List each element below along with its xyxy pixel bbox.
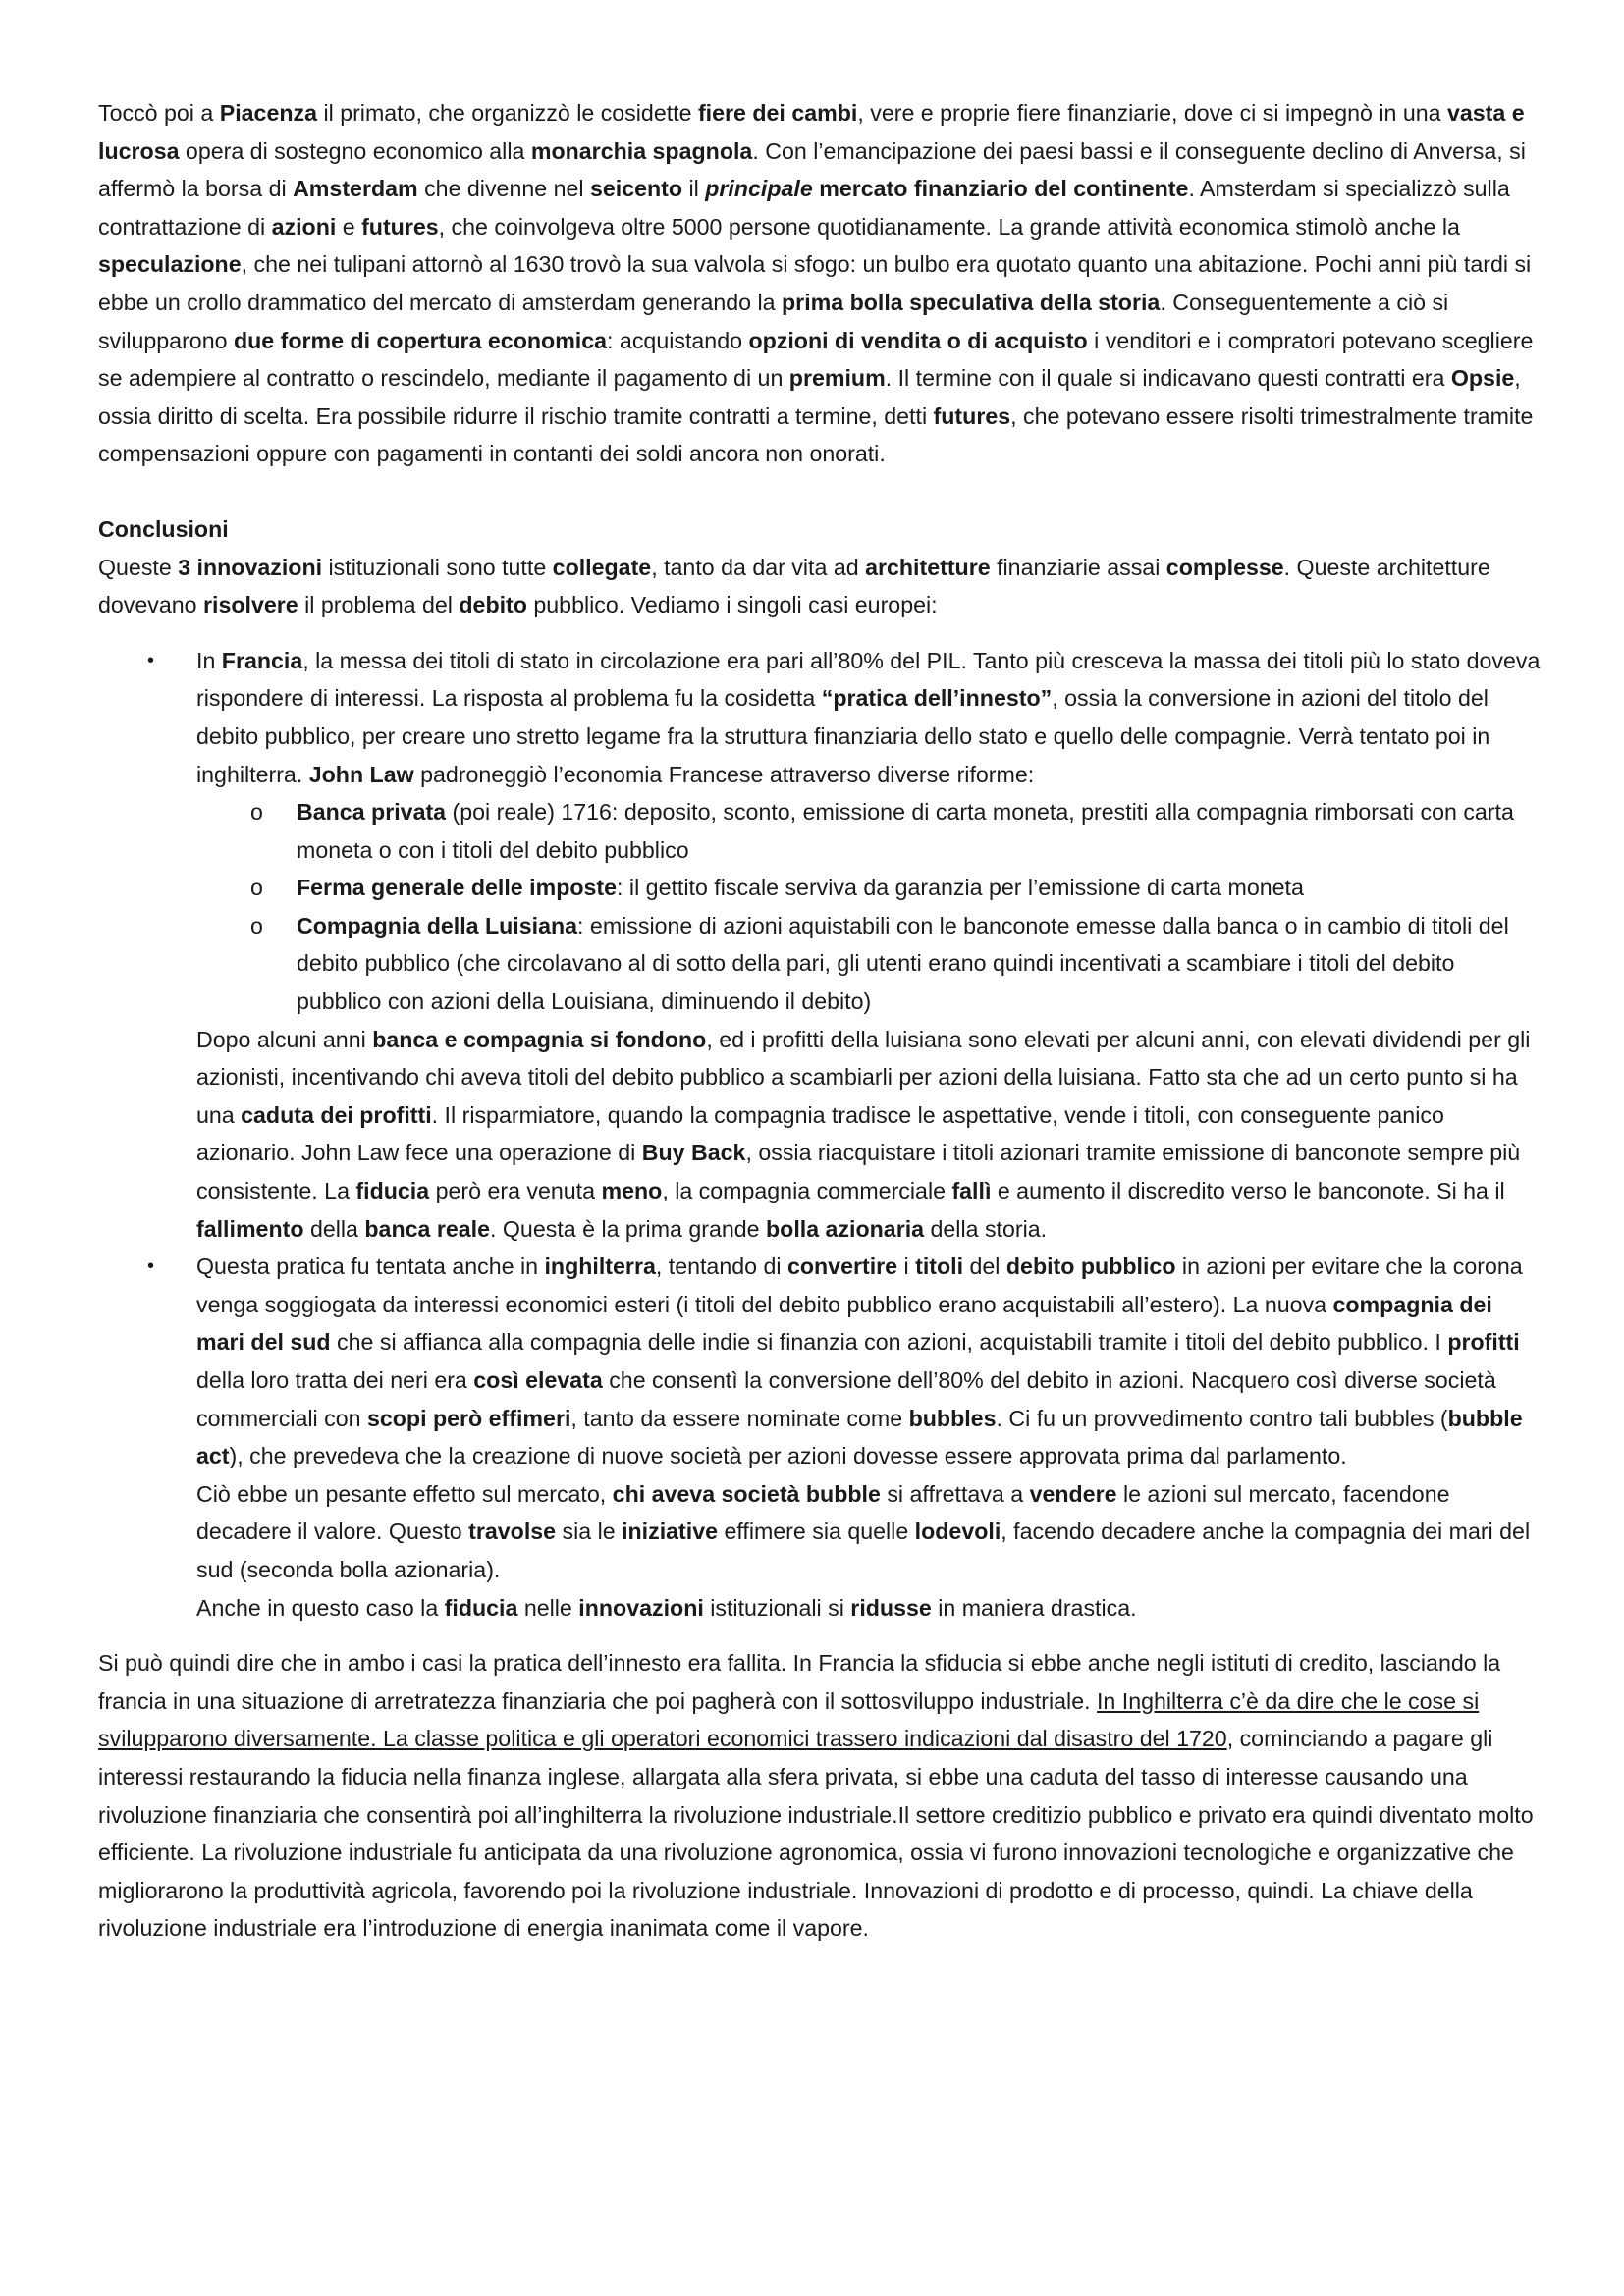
text-run: caduta dei profitti <box>241 1101 432 1128</box>
text-run: , ossia diritto di scelta. Era possibile ridurre il rischio tramite contratti a termine, detti <box>98 365 1521 429</box>
sub-list-item <box>196 793 1542 869</box>
text-run: Banca privata <box>297 799 447 826</box>
paragraph-intro <box>98 94 1542 473</box>
text-run: In Inghilterra c’è da dire che le cose si svilupparono diversamente. La classe politica e gli operatori economici trassero indicazioni dal disastro del 1720 <box>98 1687 1480 1752</box>
text-run: Ciò ebbe un pesante effetto sul mercato, <box>196 1480 613 1507</box>
text-run: mercato finanziario del continente <box>812 176 1189 202</box>
text-run: bolla azionaria <box>766 1215 925 1242</box>
sub-list-item <box>196 869 1542 907</box>
text-run: si affrettava a <box>880 1480 1030 1507</box>
paragraph-england <box>196 1248 1542 1475</box>
text-run: , tanto da essere nominate come <box>570 1405 909 1431</box>
text-run: . Il risparmiatore, quando la compagnia tradisce le aspettative, vende i titoli, con conseguente panico azionario. John Law fece una operazione di <box>196 1101 1444 1166</box>
text-run: fiducia <box>444 1594 518 1621</box>
sub-list-item <box>196 907 1542 1021</box>
text-run: banca reale <box>364 1215 491 1242</box>
text-run: il primato, che organizzò le cosidette <box>317 100 698 126</box>
text-run: prima bolla speculativa della storia <box>782 289 1161 315</box>
text-run: 3 innovazioni <box>178 554 323 580</box>
bullet-list <box>98 642 1542 1627</box>
text-run: : acquistando <box>607 327 749 353</box>
text-run: compagnia dei mari del sud <box>196 1291 1492 1356</box>
text-run: nelle <box>517 1594 579 1621</box>
text-run: , tanto da dar vita ad <box>651 554 866 580</box>
text-run: scopi però effimeri <box>366 1405 571 1431</box>
sub-item-text <box>297 907 1542 1021</box>
text-run: che si affianca alla compagnia delle indie si finanzia con azioni, acquistabili tramite i titoli del debito pubblico. I <box>330 1329 1448 1356</box>
text-run: : emissione di azioni aquistabili con le banconote emesse dalla banca o in cambio di titoli del debito pubblico (che circolavano al di sotto della pari, gli utenti erano quindi incentivati a scambiare i titoli del debito pubblico con azioni della Louisiana, diminuendo il debito) <box>297 912 1509 1015</box>
text-run: In <box>196 647 222 673</box>
text-run: opzioni di vendita o di acquisto <box>748 327 1088 353</box>
text-run: . Questa è la prima grande <box>490 1215 766 1242</box>
text-run: , facendo decadere anche la compagnia dei mari del sud (seconda bolla azionaria). <box>196 1519 1531 1582</box>
text-run: fiducia <box>355 1178 430 1204</box>
text-run: e aumento il discredito verso le banconote. Si ha il <box>991 1178 1505 1204</box>
sub-item-text <box>297 793 1542 869</box>
text-run: Compagnia della Luisiana <box>297 912 578 938</box>
text-run: istituzionali sono tutte <box>322 554 553 580</box>
sub-item-text <box>297 869 1542 907</box>
bullet-icon: • <box>147 649 155 671</box>
text-run: meno <box>601 1178 663 1204</box>
text-run: così elevata <box>473 1367 603 1393</box>
text-run: istituzionali si <box>703 1594 851 1621</box>
paragraph-england-3 <box>196 1589 1542 1628</box>
text-run: monarchia spagnola <box>530 137 753 164</box>
text-run: speculazione <box>98 251 242 278</box>
text-run: risolvere <box>203 592 298 618</box>
paragraph-england-2 <box>196 1475 1542 1589</box>
text-run: Piacenza <box>219 100 317 126</box>
circle-bullet-icon: o <box>250 875 263 901</box>
text-run: il <box>682 176 706 202</box>
text-run: , ossia la conversione in azioni del titolo del debito pubblico, per creare uno stretto legame fra la struttura finanziaria dello stato e quello delle compagnie. Verrà tentato poi in inghilterra. <box>196 685 1490 787</box>
text-run: futures <box>361 213 439 240</box>
text-run: Queste <box>98 554 179 580</box>
text-run: , che potevano essere risolti trimestralmente tramite compensazioni oppure con pagamenti in contanti dei soldi ancora non onorati. <box>98 402 1534 467</box>
text-run: il problema del <box>298 592 460 618</box>
text-run: due forme di copertura economica <box>233 327 608 353</box>
list-item-england <box>98 1248 1542 1627</box>
text-run: debito pubblico <box>1005 1254 1176 1280</box>
text-run: i venditori e i compratori potevano scegliere se adempiere al contratto o rescindelo, mediante il pagamento di un <box>98 327 1534 392</box>
text-run: debito <box>459 592 527 618</box>
text-run: , cominciando a pagare gli interessi restaurando la fiducia nella finanza inglese, allargata alla sfera privata, si ebbe una caduta del tasso di interesse causando una rivoluzione finanziaria che consentirà poi all’inghilterra la rivoluzione industriale.Il settore creditizio pubblico e privato era quindi diventato molto efficiente. La rivoluzione industriale fu anticipata da una rivoluzione agronomica, ossia vi furono innovazioni tecnologiche e organizzative che migliorarono la produttività agricola, favorendo poi la rivoluzione industriale. Innovazioni di prodotto e di processo, quindi. La chiave della rivoluzione industriale era l’introduzione di energia inanimata come il vapore. <box>98 1726 1534 1942</box>
text-run: che divenne nel <box>417 176 590 202</box>
text-run: Ferma generale delle imposte <box>297 875 618 901</box>
text-run: le azioni sul mercato, facendone decadere il valore. Questo <box>196 1480 1450 1545</box>
text-run: Francia <box>221 647 303 673</box>
text-run: , che nei tulipani attornò al 1630 trovò la sua valvola si sfogo: un bulbo era quotato quanto una abitazione. Pochi anni più tardi si ebbe un crollo drammatico del mercato di amsterdam generando la <box>98 251 1532 315</box>
text-run: e <box>336 213 362 240</box>
text-run: vendere <box>1029 1480 1117 1507</box>
text-run: , ed i profitti della luisiana sono elevati per alcuni anni, con elevati dividendi per gli azionisti, incentivando chi aveva titoli del debito pubblico a scambiarli per azioni della luisiana. Fatto sta che ad un certo punto si ha una <box>196 1026 1531 1128</box>
text-run: in azioni per evitare che la corona venga soggiogata da interessi economici esteri (i titoli del debito pubblico erano acquistabili all’estero). La nuova <box>196 1254 1523 1317</box>
text-run: vasta e lucrosa <box>98 100 1525 164</box>
text-run: innovazioni <box>578 1594 704 1621</box>
circle-bullet-icon: o <box>250 912 263 938</box>
text-run: i <box>897 1254 916 1280</box>
text-run: Buy Back <box>641 1140 746 1166</box>
text-run: futures <box>933 402 1011 429</box>
text-run: fiere dei cambi <box>697 100 858 126</box>
text-run: Si può quindi dire che in ambo i casi la pratica dell’innesto era fallita. In Francia la sfiducia si ebbe anche negli istituti di credito, lasciando la francia in una situazione di arretratezza finanziaria che poi pagherà con il sottosviluppo industriale. <box>98 1650 1501 1714</box>
text-run: Toccò poi a <box>98 100 220 126</box>
text-run: Amsterdam <box>293 176 418 202</box>
text-run: però era venuta <box>429 1178 602 1204</box>
text-run: . Conseguentemente a ciò si svilupparono <box>98 289 1449 353</box>
text-run: ), che prevedeva che la creazione di nuove società per azioni dovesse essere approvata prima dal parlamento. <box>229 1443 1347 1469</box>
text-run: . Il termine con il quale si indicavano questi contratti era <box>885 365 1451 392</box>
text-run: padroneggiò l’economia Francese attraverso diverse riforme: <box>413 761 1035 787</box>
document-page <box>98 94 1542 1948</box>
text-run: inghilterra <box>544 1254 656 1280</box>
text-run: , tentando di <box>655 1254 787 1280</box>
text-run: : il gettito fiscale serviva da garanzia per l’emissione di carta moneta <box>617 875 1304 901</box>
text-run: premium <box>788 365 886 392</box>
text-run: complesse <box>1165 554 1284 580</box>
text-run: . Ci fu un provvedimento contro tali bubbles ( <box>996 1405 1448 1431</box>
text-run: ridusse <box>850 1594 932 1621</box>
text-run: principale <box>705 176 813 202</box>
text-run: Questa pratica fu tentata anche in <box>196 1254 545 1280</box>
bullet-icon: • <box>147 1255 155 1278</box>
text-run: chi aveva società bubble <box>612 1480 881 1507</box>
text-run: pubblico. Vediamo i singoli casi europei: <box>526 592 938 618</box>
text-run: seicento <box>589 176 683 202</box>
text-run: . Amsterdam si specializzò sulla contrattazione di <box>98 176 1510 240</box>
paragraph-france <box>196 642 1542 793</box>
text-run: , la compagnia commerciale <box>662 1178 952 1204</box>
text-run: bubbles <box>908 1405 997 1431</box>
text-run: finanziarie assai <box>990 554 1166 580</box>
text-run: del <box>963 1254 1006 1280</box>
text-run: titoli <box>915 1254 964 1280</box>
text-run: , vere e proprie fiere finanziarie, dove ci si impegnò in una <box>857 100 1447 126</box>
text-run: della loro tratta dei neri era <box>196 1367 474 1393</box>
text-run: . Queste architetture dovevano <box>98 554 1490 618</box>
text-run: , la messa dei titoli di stato in circolazione era pari all’80% del PIL. Tanto più cresceva la massa dei titoli più lo stato doveva rispondere di interessi. La risposta al problema fu la cosidetta <box>196 647 1541 712</box>
text-run: profitti <box>1447 1329 1520 1356</box>
text-run: fallì <box>951 1178 992 1204</box>
text-run: opera di sostegno economico alla <box>179 137 531 164</box>
sub-list <box>196 793 1542 1021</box>
text-run: in maniera drastica. <box>931 1594 1137 1621</box>
text-run: “pratica dell’innesto” <box>821 685 1053 712</box>
text-run: sia le <box>556 1519 623 1545</box>
text-run: architetture <box>865 554 991 580</box>
text-run: travolse <box>468 1519 557 1545</box>
text-run: azioni <box>271 213 337 240</box>
text-run: , che coinvolgeva oltre 5000 persone quotidianamente. La grande attività economica stimolò anche la <box>438 213 1460 240</box>
list-item-france <box>98 642 1542 1249</box>
paragraph-france-after <box>196 1021 1542 1249</box>
text-run: . Con l’emancipazione dei paesi bassi e il conseguente declino di Anversa, si affermò la borsa di <box>98 137 1526 202</box>
text-run: fallimento <box>196 1215 304 1242</box>
section-heading: Conclusioni <box>98 515 229 542</box>
text-run: John Law <box>308 761 414 787</box>
text-run: lodevoli <box>914 1519 1001 1545</box>
text-run: collegate <box>552 554 652 580</box>
text-run: Anche in questo caso la <box>196 1594 445 1621</box>
text-run: iniziative <box>622 1519 719 1545</box>
text-run: che consentì la conversione dell’80% del debito in azioni. Nacquero così diverse società commerciali con <box>196 1367 1496 1431</box>
text-run: convertire <box>786 1254 898 1280</box>
text-run: bubble act <box>196 1405 1523 1469</box>
circle-bullet-icon: o <box>250 799 263 826</box>
text-run: della storia. <box>924 1215 1048 1242</box>
text-run: della <box>303 1215 365 1242</box>
text-run: banca e compagnia si fondono <box>372 1026 707 1052</box>
paragraph-final <box>98 1644 1542 1948</box>
text-run: Opsie <box>1450 365 1515 392</box>
text-run: Dopo alcuni anni <box>196 1026 373 1052</box>
text-run: effimere sia quelle <box>718 1519 915 1545</box>
text-run: , ossia riacquistare i titoli azionari tramite emissione di banconote sempre più consistente. La <box>196 1140 1521 1204</box>
text-run: (poi reale) 1716: deposito, sconto, emissione di carta moneta, prestiti alla compagnia rimborsati con carta moneta o con i titoli del debito pubblico <box>297 799 1514 863</box>
paragraph-conclusion <box>98 549 1542 624</box>
